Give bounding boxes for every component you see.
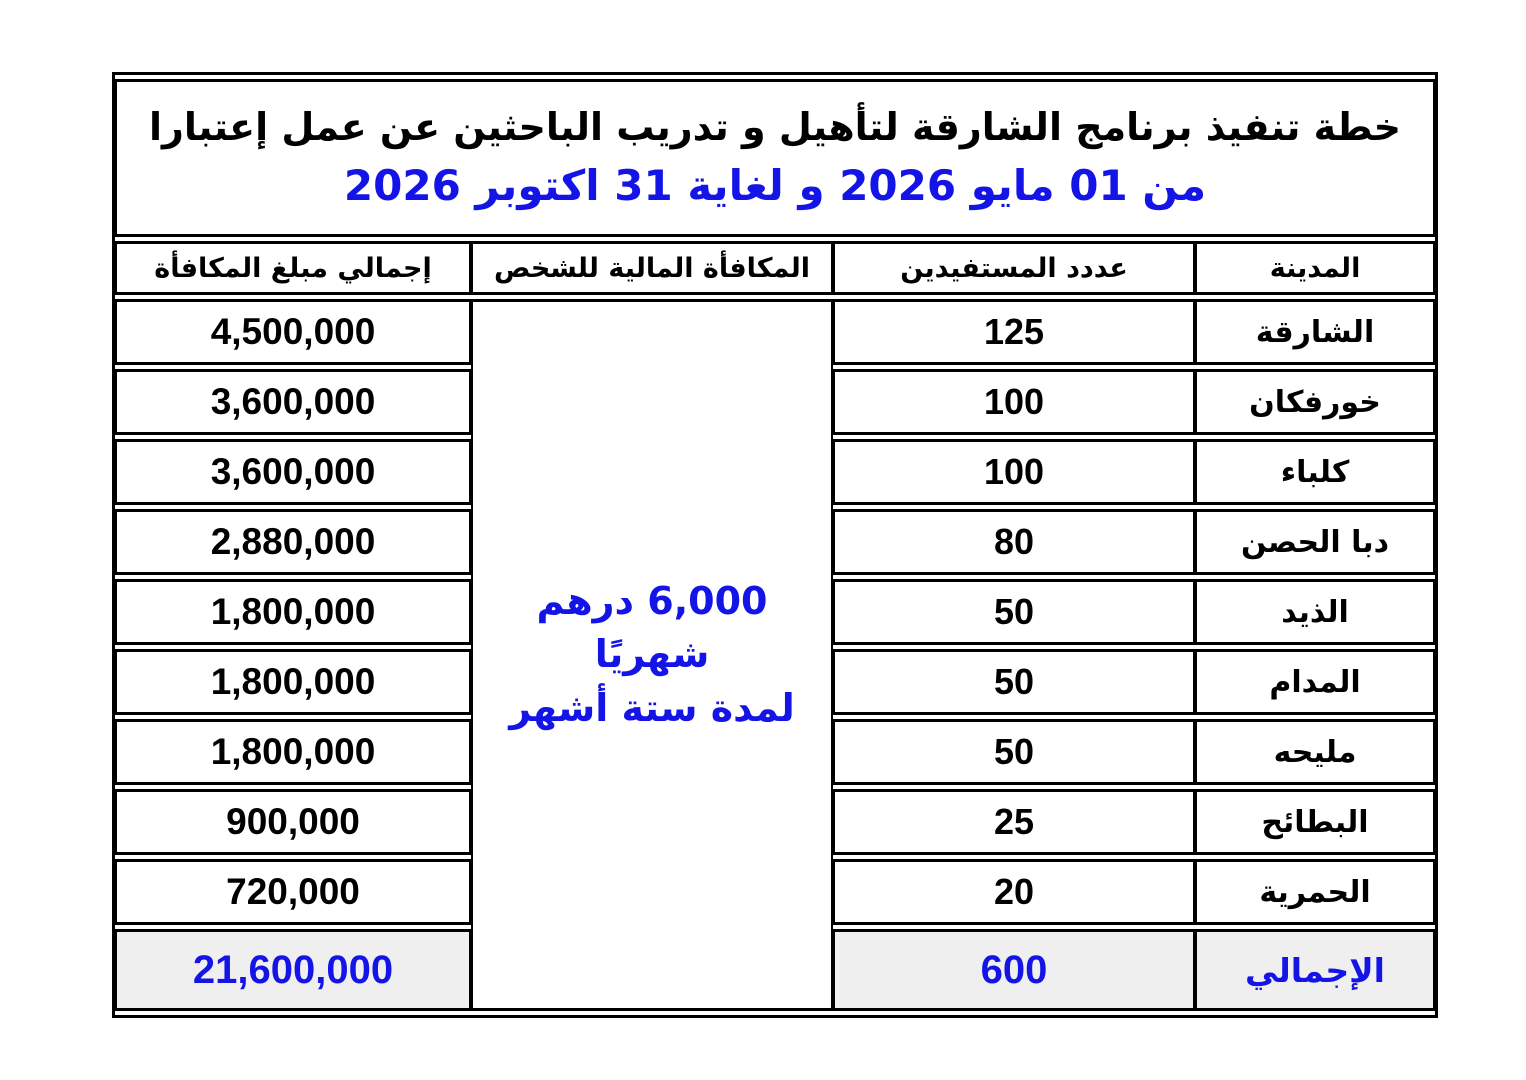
- total-reward-cell: 1,800,000: [115, 579, 471, 645]
- title-row: [115, 79, 1435, 237]
- beneficiaries-cell: 25: [833, 789, 1195, 855]
- document-title-line-2: من 01 مايو 2026 و لغاية 31 اكتوبر 2026: [343, 160, 1207, 210]
- city-cell: الحمرية: [1195, 859, 1435, 925]
- grand-total-beneficiaries: 600: [833, 929, 1195, 1011]
- beneficiaries-cell: 100: [833, 439, 1195, 505]
- document-title: [115, 79, 1435, 237]
- reward-note-line-2: لمدة ستة أشهر: [509, 685, 795, 730]
- city-cell: كلباء: [1195, 439, 1435, 505]
- total-reward-cell: 4,500,000: [115, 299, 471, 365]
- header-total-reward: إجمالي مبلغ المكافأة: [115, 241, 471, 295]
- table-header-row: [115, 241, 1435, 295]
- grand-total-label: الإجمالي: [1195, 929, 1435, 1011]
- city-cell: البطائح: [1195, 789, 1435, 855]
- total-reward-cell: 900,000: [115, 789, 471, 855]
- table-row: [115, 299, 1435, 365]
- city-cell: دبا الحصن: [1195, 509, 1435, 575]
- total-reward-cell: 1,800,000: [115, 719, 471, 785]
- city-cell: الشارقة: [1195, 299, 1435, 365]
- city-cell: المدام: [1195, 649, 1435, 715]
- total-reward-cell: 3,600,000: [115, 369, 471, 435]
- beneficiaries-cell: 50: [833, 649, 1195, 715]
- reward-note-line-1: 6,000 درهم شهريًا: [536, 579, 768, 677]
- total-reward-cell: 2,880,000: [115, 509, 471, 575]
- city-cell: الذيد: [1195, 579, 1435, 645]
- program-plan-table: [112, 72, 1438, 1018]
- city-cell: خورفكان: [1195, 369, 1435, 435]
- beneficiaries-cell: 50: [833, 719, 1195, 785]
- city-cell: مليحه: [1195, 719, 1435, 785]
- total-reward-cell: 720,000: [115, 859, 471, 925]
- beneficiaries-cell: 50: [833, 579, 1195, 645]
- beneficiaries-cell: 100: [833, 369, 1195, 435]
- reward-per-person-merged-cell: [471, 299, 833, 1011]
- document-title-line-1: خطة تنفيذ برنامج الشارقة لتأهيل و تدريب الباحثين عن عمل إعتبارا: [148, 105, 1402, 149]
- header-reward-per-person: المكافأة المالية للشخص: [471, 241, 833, 295]
- total-reward-cell: 1,800,000: [115, 649, 471, 715]
- beneficiaries-cell: 80: [833, 509, 1195, 575]
- total-reward-cell: 3,600,000: [115, 439, 471, 505]
- beneficiaries-cell: 20: [833, 859, 1195, 925]
- header-beneficiaries: عددد المستفيدين: [833, 241, 1195, 295]
- beneficiaries-cell: 125: [833, 299, 1195, 365]
- header-city: المدينة: [1195, 241, 1435, 295]
- grand-total-amount: 21,600,000: [115, 929, 471, 1011]
